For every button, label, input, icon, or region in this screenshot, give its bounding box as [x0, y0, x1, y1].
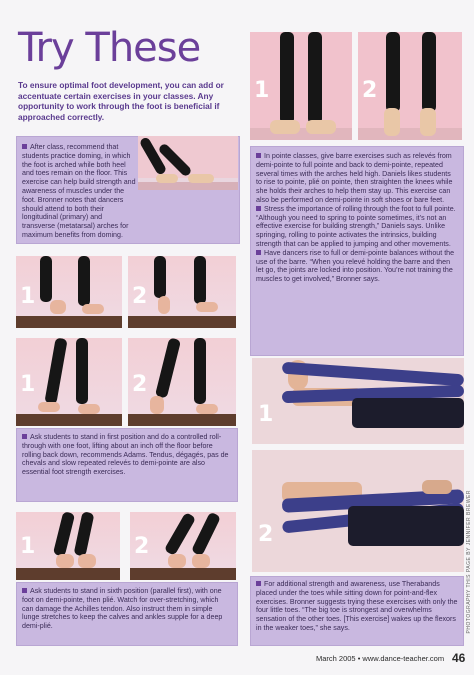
- sixth-position-photo-1: [16, 512, 120, 580]
- bullet-icon: [256, 153, 261, 158]
- theraband-photo-1: [252, 358, 464, 444]
- first-position-text: Ask students to stand in first position and do a controlled roll-through with one foot, lifting about an inch off the floor before rolling back down, recommends Adams. Tendus, dégagés, pas de chevals and slow repeated relevés to demi-pointe are also essential foot strength exercises.: [22, 433, 229, 477]
- photo-number-1: 1: [254, 78, 270, 103]
- photo-number-1: 1: [20, 372, 36, 397]
- doming-photo: [138, 136, 238, 190]
- therabands-text: For additional strength and awareness, use Therabands placed under the toes while sitting down for point-and-flex exercises. Bronner suggests trying these exercises with only the four little toes. “The big toe is strongest and overwhelms sensation of the other toes. [This exercise] wakes up the flexors in the weaker toes,” she says.: [256, 580, 458, 632]
- photo-number-2: 2: [132, 372, 148, 397]
- photo-number-1: 1: [20, 284, 36, 309]
- theraband-photo-2: [252, 450, 464, 572]
- bullet-icon: [22, 588, 27, 593]
- pointe-item-1: In pointe classes, give barre exercises such as relevés from demi-pointe to full pointe and back to demi-pointe, repeated several times with the arches held high. Daniels likes students to rise to pointe, plié on pointe, then straighten the knees while she holds their arches to help them stay up. This exercise can also be performed on demi-pointe in soft shoes or bare feet.: [256, 152, 453, 204]
- page-number: 46: [452, 651, 466, 665]
- photo-number-2: 2: [132, 284, 148, 309]
- photo-number-1: 1: [258, 402, 274, 427]
- photo-number-2: 2: [362, 78, 378, 103]
- rollthrough-photo-1: [16, 338, 122, 426]
- photo-number-1: 1: [20, 534, 36, 559]
- pointe-item-2: Stress the importance of rolling through the foot to full pointe. “Although you need to spring to pointe sometimes, it’s not an effective exercise for building strength,” Daniels says. Unlike springing, rolling to pointe activates the intrinsics, building strength that can be applied to jumping and other movements.: [256, 204, 456, 248]
- bullet-icon: [22, 434, 27, 439]
- bullet-icon: [256, 581, 261, 586]
- photo-number-2: 2: [134, 534, 150, 559]
- releve-photo-2: [128, 256, 236, 328]
- footer-text: March 2005 • www.dance-teacher.com: [316, 654, 445, 663]
- bullet-icon: [256, 250, 261, 255]
- photo-credit: PHOTOGRAPHY THIS PAGE BY JENNIFER BREWER: [466, 490, 472, 634]
- sixth-position-text: Ask students to stand in sixth position (parallel first), with one foot on demi-pointe, then plié. Watch for over-stretching, which can damage the Achilles tendon. Also instruct them in simple lunge stretches to keep the calves and ankles supple for a deep demi-plié.: [22, 587, 223, 631]
- pointe-photo-2: [358, 32, 462, 140]
- rollthrough-photo-2: [128, 338, 236, 426]
- sixth-position-photo-2: [130, 512, 236, 580]
- photo-number-2: 2: [258, 522, 274, 547]
- page-title: Try These: [18, 25, 201, 71]
- releve-photo-1: [16, 256, 122, 328]
- pointe-photo-1: [250, 32, 352, 140]
- bullet-icon: [22, 144, 27, 149]
- bullet-icon: [256, 206, 261, 211]
- intro-paragraph: To ensure optimal foot development, you can add or accentuate certain exercises in your classes. Any opportunity to work through the foot is beneficial if approached correctly.: [18, 80, 224, 122]
- pointe-item-3: Have dancers rise to full or demi-pointe balances without the use of the barre. “When you relevé holding the barre and then let go, the joints are locked into position. You’re not training the muscles to get involved,” Bronner says.: [256, 248, 455, 284]
- pointe-text: [256, 152, 458, 284]
- doming-text: After class, recommend that students practice doming, in which the foot is arched while both heel and toes remain on the floor. This exercise can help build strength and awareness of muscles under the foot. Bronner notes that dancers should attend to both their longitudinal (primary) and transverse (metatarsal) arches for maximum benefits from doming.: [22, 143, 136, 239]
